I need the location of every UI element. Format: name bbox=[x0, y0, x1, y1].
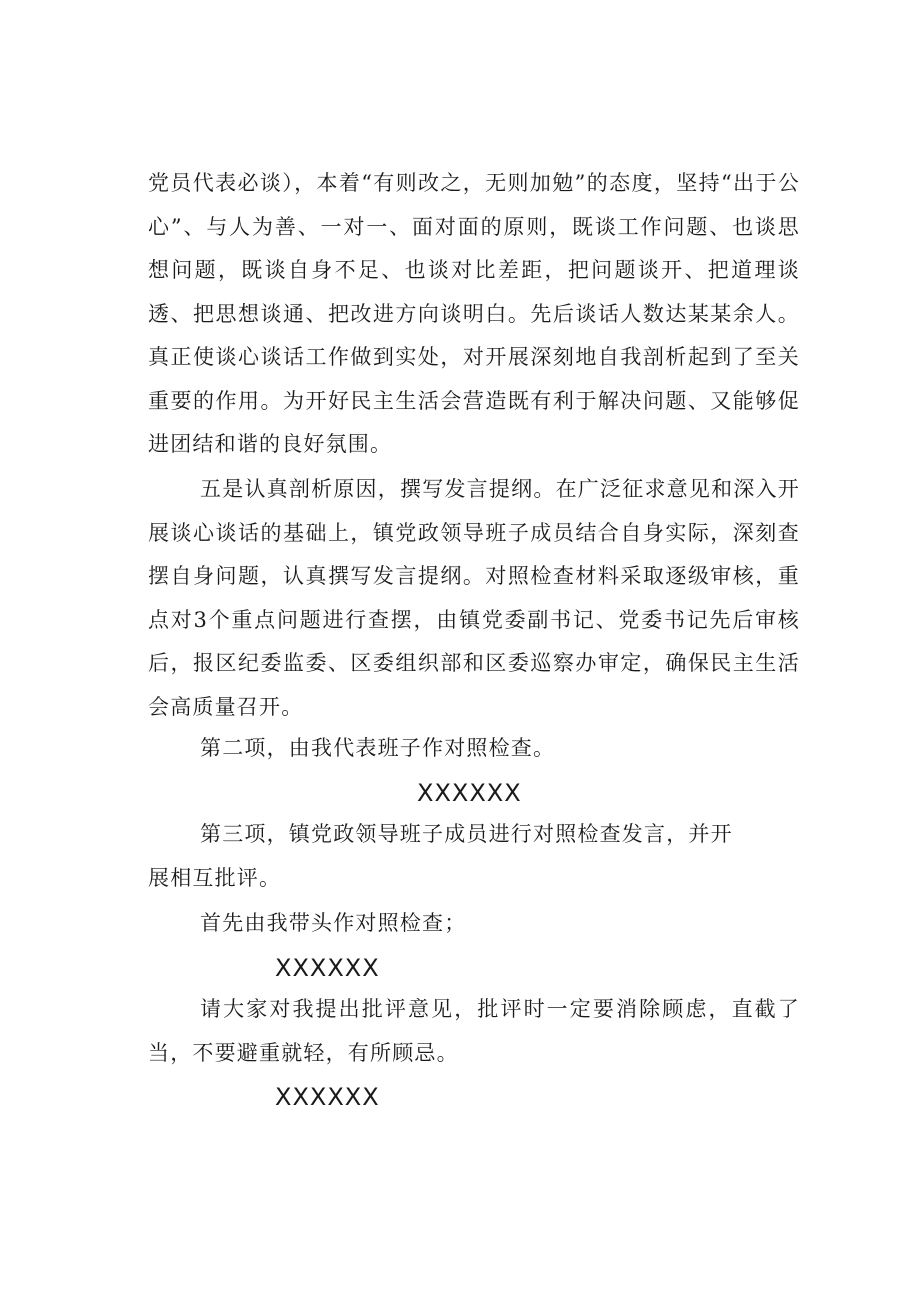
paragraph-item-three-continued: 展相互批评。 bbox=[148, 866, 282, 890]
paragraph-item-three: 第三项，镇党政领导班子成员进行对照检查发言，并开 bbox=[200, 822, 733, 846]
paragraph-lead-self-check: 首先由我带头作对照检查； bbox=[200, 911, 467, 935]
placeholder-text: XXXXXX bbox=[275, 1083, 380, 1111]
paragraph-talk-summary: 党员代表必谈），本着“有则改之，无则加勉”的态度，坚持“出于公心”、与人为善、一对一、面对面的原则，既谈工作问题、也谈思想问题，既谈自身不足、也谈对比差距，把问题谈开、把道理谈透、把思想谈通、把改进方向谈明白。先后谈话人数达某某余人。真正使谈心谈话工作做到实处，对开展深刻地自我剖析起到了至关重要的作用。为开好民主生活会营造既有利于解决问题、又能够促进团结和谐的良好氛围。 bbox=[148, 171, 800, 456]
paragraph-item-two: 第二项，由我代表班子作对照检查。 bbox=[200, 736, 556, 760]
paragraph-request-criticism: 请大家对我提出批评意见，批评时一定要消除顾虑，直截了当，不要避重就轻，有所顾忌。 bbox=[148, 997, 800, 1065]
placeholder-text: XXXXXX bbox=[275, 954, 380, 982]
placeholder-text: XXXXXX bbox=[417, 779, 522, 807]
paragraph-fifth-point: 五是认真剖析原因，撰写发言提纲。在广泛征求意见和深入开展谈心谈话的基础上，镇党政领导班子成员结合自身实际，深刻查摆自身问题，认真撰写发言提纲。对照检查材料采取逐级审核，重点对3个重点问题进行查摆，由镇党委副书记、党委书记先后审核后，报区纪委监委、区委组织部和区委巡察办审定，确保民主生活会高质量召开。 bbox=[148, 477, 800, 719]
